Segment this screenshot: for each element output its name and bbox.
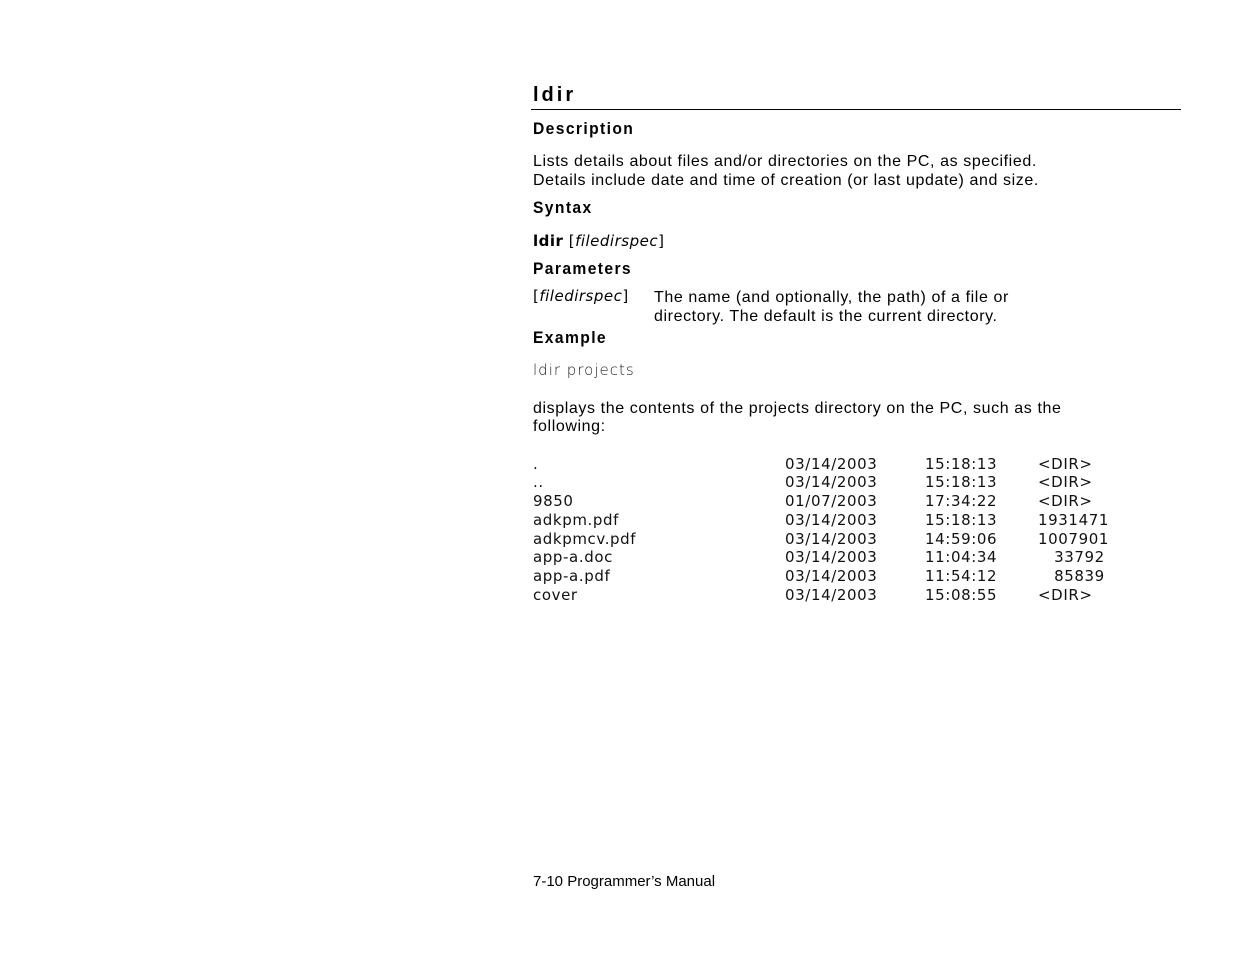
file-date: 03/14/2003 (785, 548, 878, 566)
file-time: 15:18:13 (925, 511, 998, 529)
parameters-heading: Parameters (533, 259, 633, 278)
listing-row (533, 530, 1133, 549)
file-date: 03/14/2003 (785, 567, 878, 585)
file-name: .. (533, 473, 544, 491)
file-name: adkpm.pdf (533, 511, 620, 529)
listing-row (533, 473, 1133, 492)
file-time: 17:34:22 (925, 492, 998, 510)
file-size: <DIR> (1038, 492, 1093, 510)
syntax-heading: Syntax (533, 198, 593, 217)
file-date: 03/14/2003 (785, 455, 878, 473)
description-heading: Description (533, 119, 635, 138)
param-open-bracket: [ (533, 287, 540, 305)
param-close-bracket: ] (622, 287, 629, 305)
listing-row (533, 455, 1133, 474)
file-size: <DIR> (1038, 586, 1093, 604)
file-name: adkpmcv.pdf (533, 530, 637, 548)
listing-row (533, 511, 1133, 530)
listing-row (533, 548, 1133, 567)
file-date: 03/14/2003 (785, 586, 878, 604)
file-date: 01/07/2003 (785, 492, 878, 510)
file-time: 15:08:55 (925, 586, 998, 604)
parameter-name (533, 287, 629, 305)
listing-row (533, 567, 1133, 586)
file-name: app-a.pdf (533, 567, 611, 585)
file-size: 85839 (1038, 567, 1105, 585)
title-rule (531, 109, 1181, 110)
file-name: cover (533, 586, 578, 604)
parameter-desc-line-1: The name (and optionally, the path) of a file or (654, 289, 1009, 306)
syntax-param: filedirspec (575, 232, 659, 250)
file-date: 03/14/2003 (785, 511, 878, 529)
listing-row (533, 586, 1133, 605)
file-date: 03/14/2003 (785, 473, 878, 491)
syntax-open-bracket: [ (568, 232, 576, 250)
file-time: 15:18:13 (925, 473, 998, 491)
page-title: ldir (533, 84, 577, 106)
file-name: 9850 (533, 492, 574, 510)
file-size: <DIR> (1038, 473, 1093, 491)
file-time: 11:54:12 (925, 567, 998, 585)
file-time: 15:18:13 (925, 455, 998, 473)
file-size: 33792 (1038, 548, 1105, 566)
file-time: 11:04:34 (925, 548, 998, 566)
file-size: <DIR> (1038, 455, 1093, 473)
description-line-2: Details include date and time of creation (or last update) and size. (533, 172, 1039, 189)
file-size: 1931471 (1038, 511, 1110, 529)
listing-row (533, 492, 1133, 511)
file-name: app-a.doc (533, 548, 613, 566)
page-footer: 7-10 Programmer’s Manual (533, 873, 716, 890)
example-explain-line-1: displays the contents of the projects directory on the PC, such as the (533, 400, 1062, 417)
file-date: 03/14/2003 (785, 530, 878, 548)
file-time: 14:59:06 (925, 530, 998, 548)
parameter-desc-line-2: directory. The default is the current directory. (654, 308, 998, 325)
syntax-line (533, 232, 664, 250)
syntax-close-bracket: ] (658, 232, 665, 250)
file-size: 1007901 (1038, 530, 1110, 548)
example-explain-line-2: following: (533, 418, 606, 435)
param-name-text: filedirspec (539, 287, 623, 305)
example-heading: Example (533, 328, 608, 347)
syntax-command: ldir (533, 232, 564, 250)
description-line-1: Lists details about files and/or directories on the PC, as specified. (533, 153, 1037, 170)
example-command: ldir projects (533, 361, 635, 379)
file-name: . (533, 455, 539, 473)
